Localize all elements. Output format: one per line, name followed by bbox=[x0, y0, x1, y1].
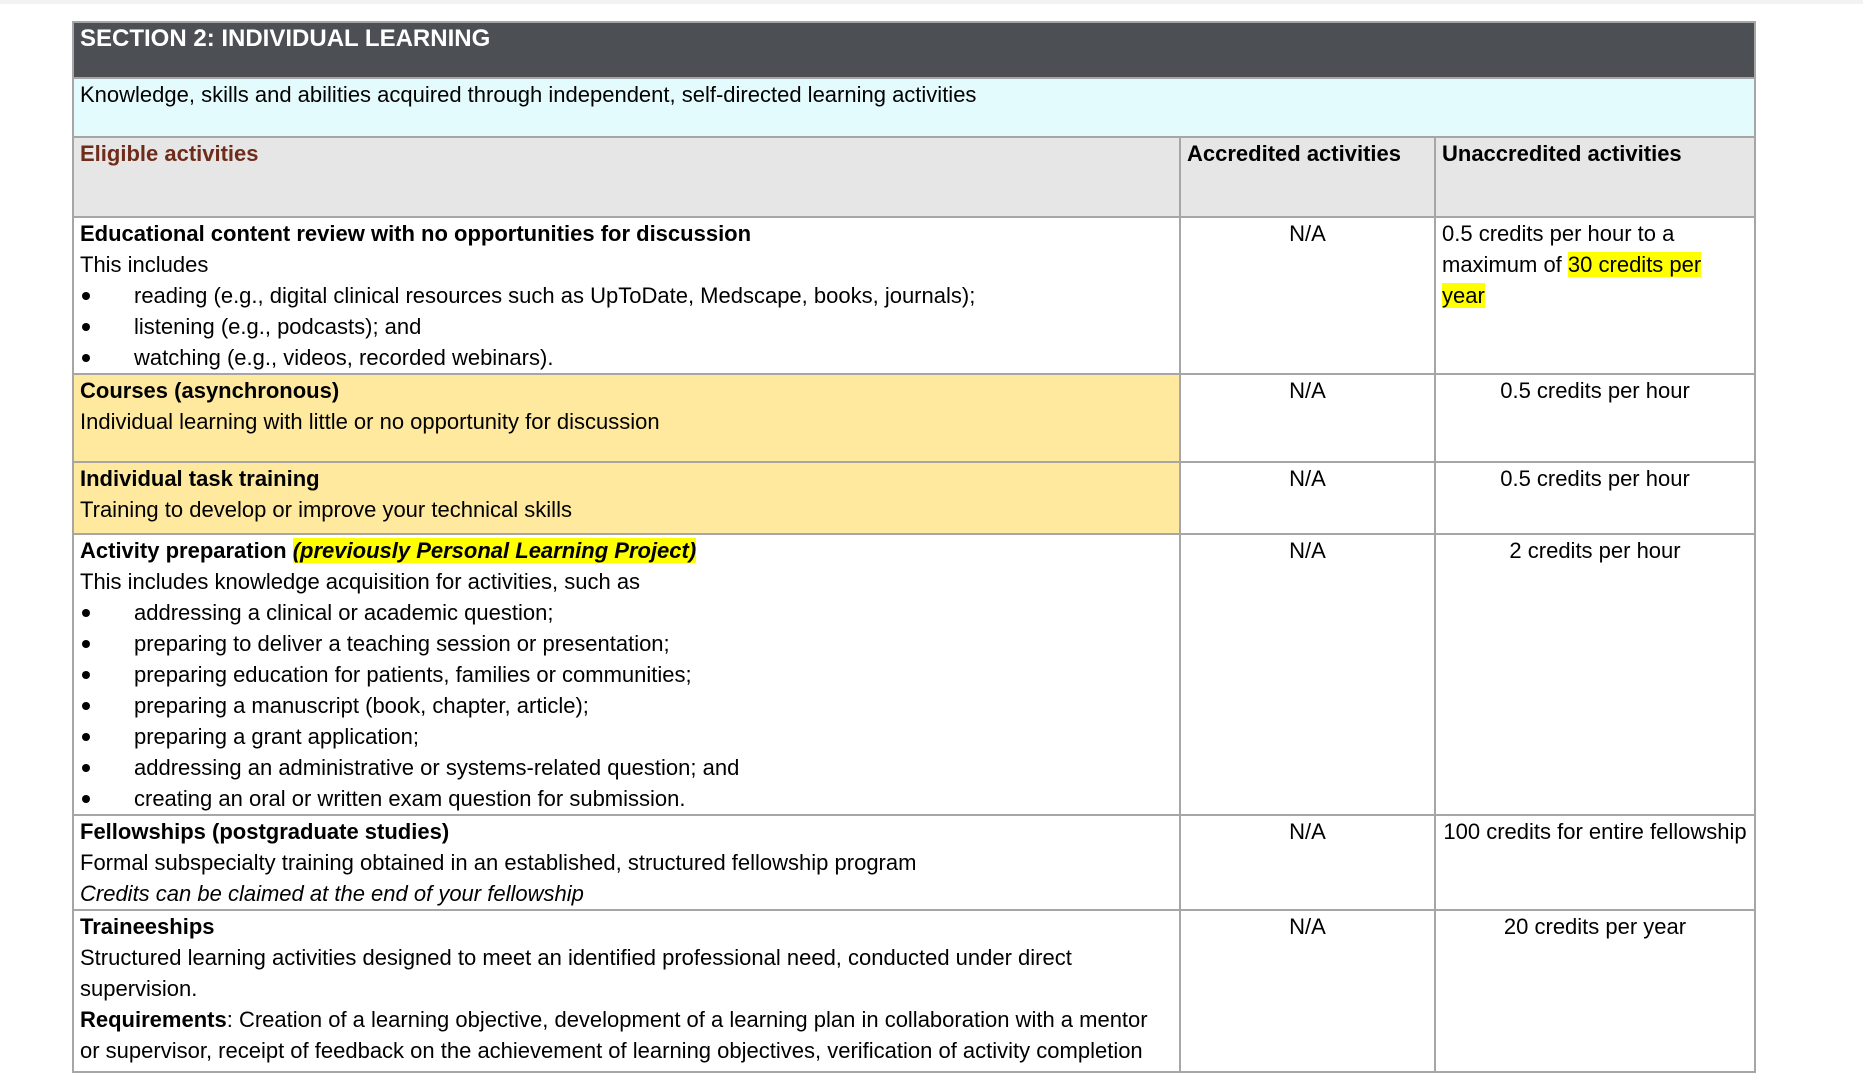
activity-title-note: (previously Personal Learning Project) bbox=[292, 538, 697, 563]
unaccredited-value: 2 credits per hour bbox=[1435, 534, 1755, 815]
column-header-row bbox=[73, 137, 1755, 217]
activity-intro: This includes bbox=[80, 252, 209, 277]
activity-title: Educational content review with no opportunities for discussion bbox=[80, 221, 752, 246]
list-item: addressing an administrative or systems-related question; and bbox=[80, 752, 1173, 783]
list-item: listening (e.g., podcasts); and bbox=[80, 311, 1173, 342]
unaccredited-text: 0.5 credits per hour to a maximum of bbox=[1442, 221, 1675, 277]
table-row-fellowships bbox=[73, 815, 1755, 910]
highlighted-max-credits: 30 credits per year bbox=[1442, 252, 1702, 308]
accredited-value: N/A bbox=[1180, 534, 1435, 815]
accredited-value: N/A bbox=[1180, 374, 1435, 462]
individual-learning-table bbox=[72, 21, 1756, 1073]
table-row-activity-preparation bbox=[73, 534, 1755, 815]
column-header-eligible: Eligible activities bbox=[73, 137, 1180, 217]
unaccredited-value bbox=[1435, 217, 1755, 374]
activity-bullet-list bbox=[80, 280, 1173, 373]
table-row-task-training bbox=[73, 462, 1755, 534]
accredited-value: N/A bbox=[1180, 217, 1435, 374]
accredited-value: N/A bbox=[1180, 910, 1435, 1072]
requirements-text: : Creation of a learning objective, development of a learning plan in collaboration with a mentor or supervisor, receipt of feedback on the achievement of learning objectives, verification of activity completion bbox=[80, 1007, 1148, 1063]
activity-description: Formal subspecialty training obtained in an established, structured fellowship program bbox=[80, 850, 917, 875]
table-row-educational-content bbox=[73, 217, 1755, 374]
unaccredited-value: 0.5 credits per hour bbox=[1435, 462, 1755, 534]
activity-description: Training to develop or improve your technical skills bbox=[80, 497, 572, 522]
activity-description: Structured learning activities designed to meet an identified professional need, conducted under direct supervision. bbox=[80, 945, 1072, 1001]
accredited-value: N/A bbox=[1180, 815, 1435, 910]
table-row-traineeships bbox=[73, 910, 1755, 1072]
activity-cell-activity-preparation bbox=[73, 534, 1180, 815]
unaccredited-value: 100 credits for entire fellowship bbox=[1435, 815, 1755, 910]
activity-cell-fellowships bbox=[73, 815, 1180, 910]
column-header-accredited: Accredited activities bbox=[1180, 137, 1435, 217]
activity-cell-educational-content bbox=[73, 217, 1180, 374]
list-item: preparing to deliver a teaching session or presentation; bbox=[80, 628, 1173, 659]
activity-title-line bbox=[80, 535, 1173, 566]
activity-title: Activity preparation bbox=[80, 538, 287, 563]
activity-cell-task-training bbox=[73, 462, 1180, 534]
activity-intro: This includes knowledge acquisition for activities, such as bbox=[80, 569, 641, 594]
list-item: preparing a grant application; bbox=[80, 721, 1173, 752]
requirements-label: Requirements bbox=[80, 1007, 227, 1032]
column-header-unaccredited: Unaccredited activities bbox=[1435, 137, 1755, 217]
activity-bullet-list bbox=[80, 597, 1173, 814]
activity-title: Individual task training bbox=[80, 466, 320, 491]
list-item: watching (e.g., videos, recorded webinars). bbox=[80, 342, 1173, 373]
activity-cell-courses bbox=[73, 374, 1180, 462]
page-top-strip bbox=[0, 0, 1863, 4]
list-item: preparing education for patients, families or communities; bbox=[80, 659, 1173, 690]
section-description: Knowledge, skills and abilities acquired through independent, self-directed learning activities bbox=[73, 78, 1755, 137]
activity-title: Traineeships bbox=[80, 914, 215, 939]
activity-cell-traineeships bbox=[73, 910, 1180, 1072]
accredited-value: N/A bbox=[1180, 462, 1435, 534]
section-header-row bbox=[73, 22, 1755, 78]
activity-title: Fellowships (postgraduate studies) bbox=[80, 819, 450, 844]
list-item: preparing a manuscript (book, chapter, article); bbox=[80, 690, 1173, 721]
section-title: SECTION 2: INDIVIDUAL LEARNING bbox=[73, 22, 1755, 78]
list-item: reading (e.g., digital clinical resources such as UpToDate, Medscape, books, journals); bbox=[80, 280, 1173, 311]
activity-description: Individual learning with little or no opportunity for discussion bbox=[80, 409, 660, 434]
unaccredited-value: 20 credits per year bbox=[1435, 910, 1755, 1072]
activity-title: Courses (asynchronous) bbox=[80, 378, 340, 403]
section-description-row bbox=[73, 78, 1755, 137]
table-row-courses bbox=[73, 374, 1755, 462]
list-item: addressing a clinical or academic question; bbox=[80, 597, 1173, 628]
activity-note: Credits can be claimed at the end of your fellowship bbox=[80, 881, 584, 906]
list-item: creating an oral or written exam question for submission. bbox=[80, 783, 1173, 814]
activity-requirements bbox=[80, 1004, 1173, 1066]
unaccredited-value: 0.5 credits per hour bbox=[1435, 374, 1755, 462]
